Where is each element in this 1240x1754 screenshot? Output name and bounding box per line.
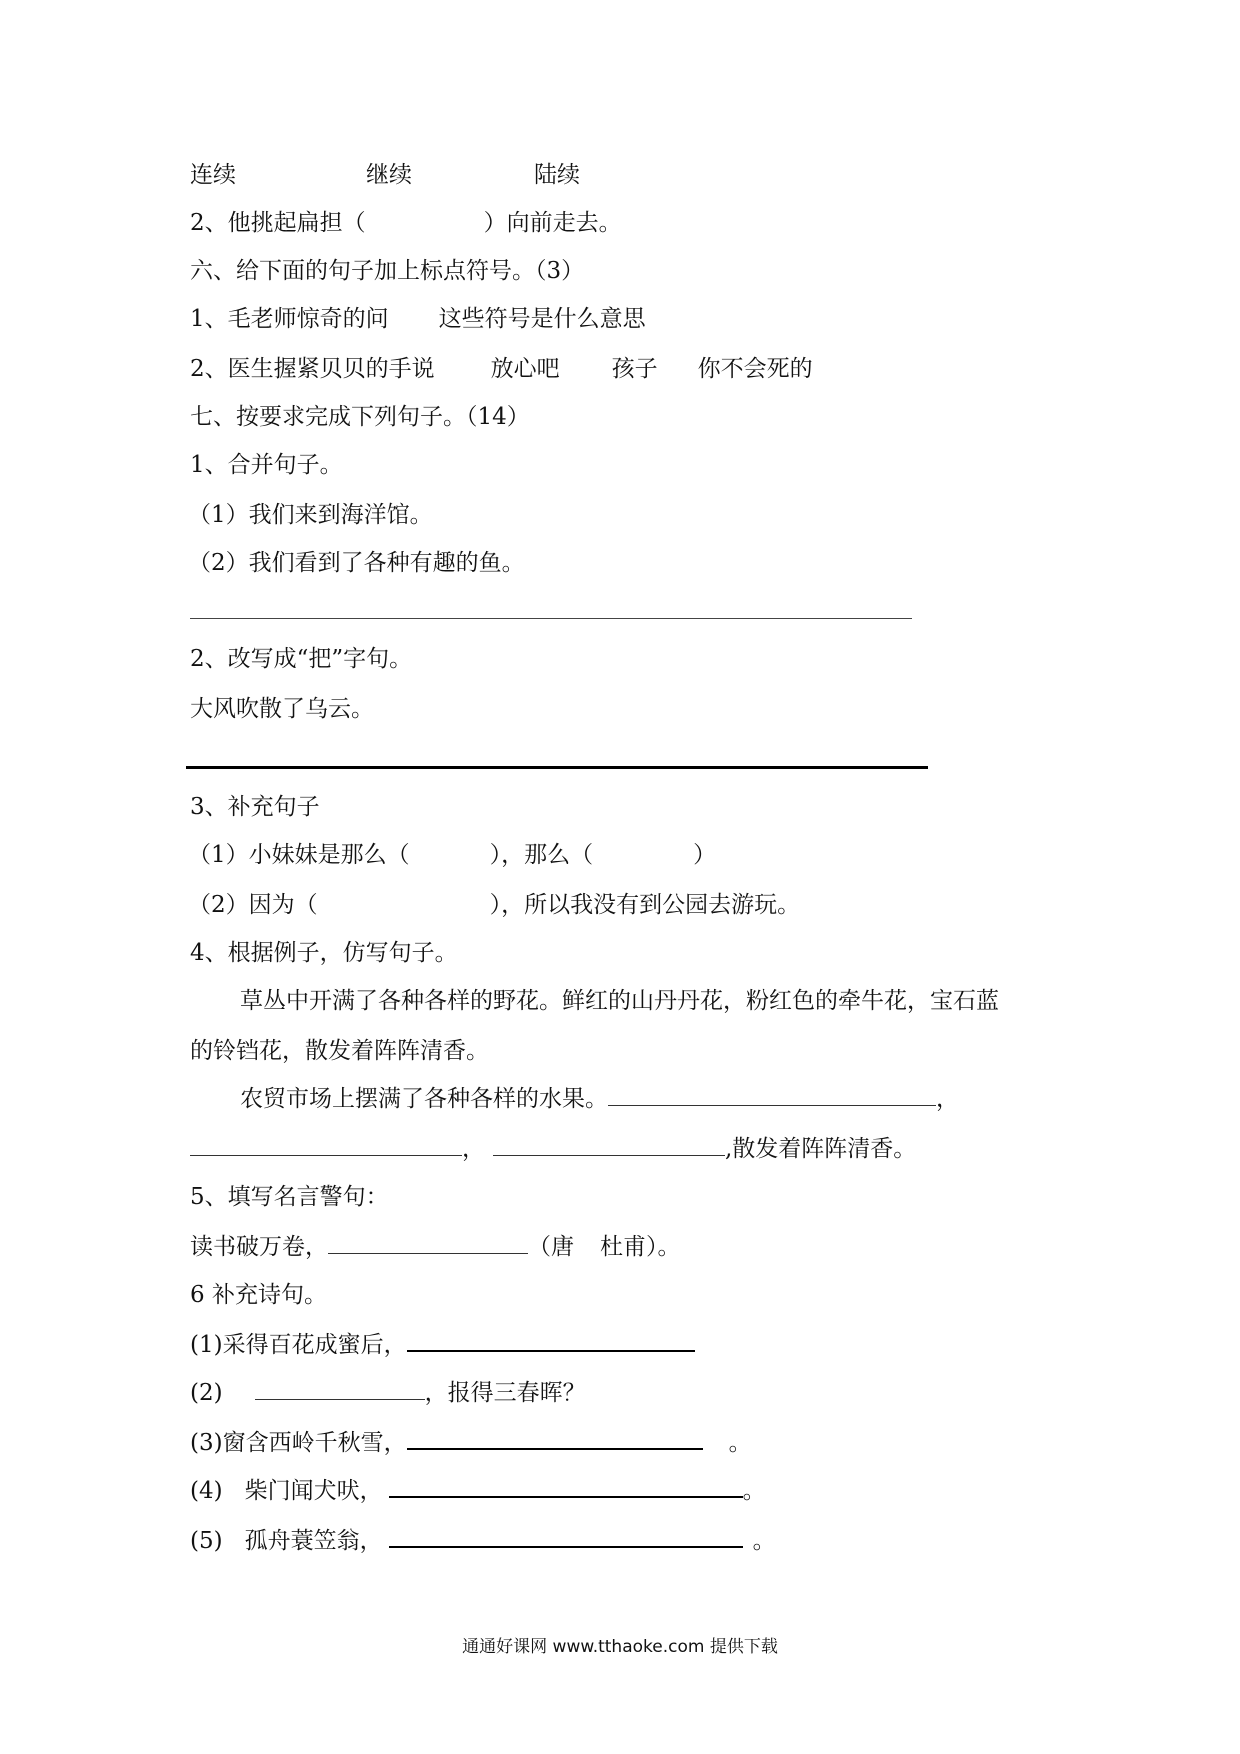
punct-1-part-a: 1、毛老师惊奇的问	[190, 306, 389, 332]
word-3: 陆续	[534, 162, 580, 188]
fill-line-2-start: 2、他挑起扁担（	[190, 210, 366, 236]
poem-2-text: ，报得三春晖？	[424, 1380, 586, 1406]
imitation-ending: ,散发着阵阵清香。	[725, 1136, 917, 1162]
poem-5-period: 。	[752, 1528, 776, 1554]
punct-1-part-b: 这些符号是什么意思	[438, 306, 646, 332]
proverb-line	[190, 1232, 681, 1262]
poem-line-4	[190, 1476, 766, 1506]
imitation-line-2	[190, 1134, 916, 1164]
blank-poem-5[interactable]	[389, 1526, 743, 1548]
example-line-1: 草丛中开满了各种各样的野花。鲜红的山丹丹花，粉红色的牵牛花，宝石蓝	[240, 988, 999, 1014]
poem-4-number: (4)	[190, 1478, 223, 1504]
answer-line-1	[190, 618, 912, 619]
imitation-comma-2: ，	[462, 1136, 485, 1162]
poem-1-text: (1)采得百花成蜜后，	[190, 1332, 407, 1358]
question-1-sentence-b: （2）我们看到了各种有趣的鱼。	[188, 550, 525, 576]
punct-sentence-2	[190, 354, 813, 384]
fill-line-2	[190, 208, 622, 238]
question-4-title: 4、根据例子，仿写句子。	[190, 940, 458, 966]
question-5-title: 5、填写名言警句：	[190, 1184, 389, 1210]
punct-sentence-1	[190, 304, 646, 334]
q3a-end: ）	[693, 842, 717, 868]
blank-poem-3[interactable]	[407, 1428, 703, 1450]
q3a-start: （1）小妹妹是那么（	[188, 842, 410, 868]
section-7-heading: 七、按要求完成下列句子。（14）	[190, 404, 530, 430]
fill-line-2-end: ）向前走去。	[483, 210, 622, 236]
poem-5-number: (5)	[190, 1528, 223, 1554]
question-3-sentence-a	[188, 840, 716, 870]
page-footer: 通通好课网 www.tthaoke.com 提供下载	[462, 1637, 778, 1657]
punct-2-part-d: 你不会死的	[697, 356, 813, 382]
question-1-title: 1、合并句子。	[190, 452, 343, 478]
word-1: 连续	[190, 162, 236, 188]
word-choices	[190, 160, 580, 190]
poem-line-5	[190, 1526, 776, 1556]
poem-3-text: (3)窗含西岭千秋雪，	[190, 1430, 407, 1456]
poem-line-1	[190, 1330, 695, 1360]
blank-fruit-1[interactable]	[608, 1085, 936, 1106]
imitation-line-1	[240, 1084, 959, 1114]
q3b-end: ），所以我没有到公园去游玩。	[489, 892, 801, 918]
blank-proverb[interactable]	[328, 1233, 528, 1254]
question-1-sentence-a: （1）我们来到海洋馆。	[188, 502, 433, 528]
word-2: 继续	[366, 162, 412, 188]
question-2-title: 2、改写成“把”字句。	[190, 646, 413, 672]
blank-poem-1[interactable]	[407, 1330, 695, 1352]
imitation-comma-1: ，	[936, 1086, 959, 1112]
q3a-middle: ），那么（	[489, 842, 594, 868]
blank-poem-2[interactable]	[255, 1379, 425, 1400]
blank-fruit-2[interactable]	[190, 1135, 462, 1156]
punct-2-part-a: 2、医生握紧贝贝的手说	[190, 356, 435, 382]
poem-4-text: 柴门闻犬吠，	[244, 1478, 383, 1504]
imitation-prompt: 农贸市场上摆满了各种各样的水果。	[240, 1086, 608, 1112]
punct-2-part-c: 孩子	[611, 356, 658, 382]
q3b-start: （2）因为（	[188, 892, 318, 918]
proverb-start: 读书破万卷，	[190, 1234, 328, 1260]
proverb-dynasty: （唐	[528, 1234, 574, 1260]
answer-line-2	[186, 766, 928, 769]
example-line-2: 的铃铛花，散发着阵阵清香。	[190, 1038, 489, 1064]
question-2-sentence: 大风吹散了乌云。	[190, 696, 374, 722]
poem-line-2	[190, 1378, 586, 1408]
question-3-title: 3、补充句子	[190, 794, 320, 820]
question-3-sentence-b	[188, 890, 800, 920]
blank-fruit-3[interactable]	[493, 1135, 725, 1156]
proverb-author: 杜甫）。	[600, 1234, 681, 1260]
punct-2-part-b: 放心吧	[490, 356, 560, 382]
question-6-title: 6 补充诗句。	[190, 1282, 327, 1308]
poem-3-period: 。	[728, 1430, 752, 1456]
poem-4-period: 。	[742, 1478, 766, 1504]
poem-line-3	[190, 1428, 752, 1458]
poem-5-text: 孤舟蓑笠翁，	[244, 1528, 383, 1554]
section-6-heading: 六、给下面的句子加上标点符号。（3）	[190, 258, 585, 284]
poem-2-number: (2)	[190, 1380, 223, 1406]
blank-poem-4[interactable]	[389, 1476, 743, 1498]
